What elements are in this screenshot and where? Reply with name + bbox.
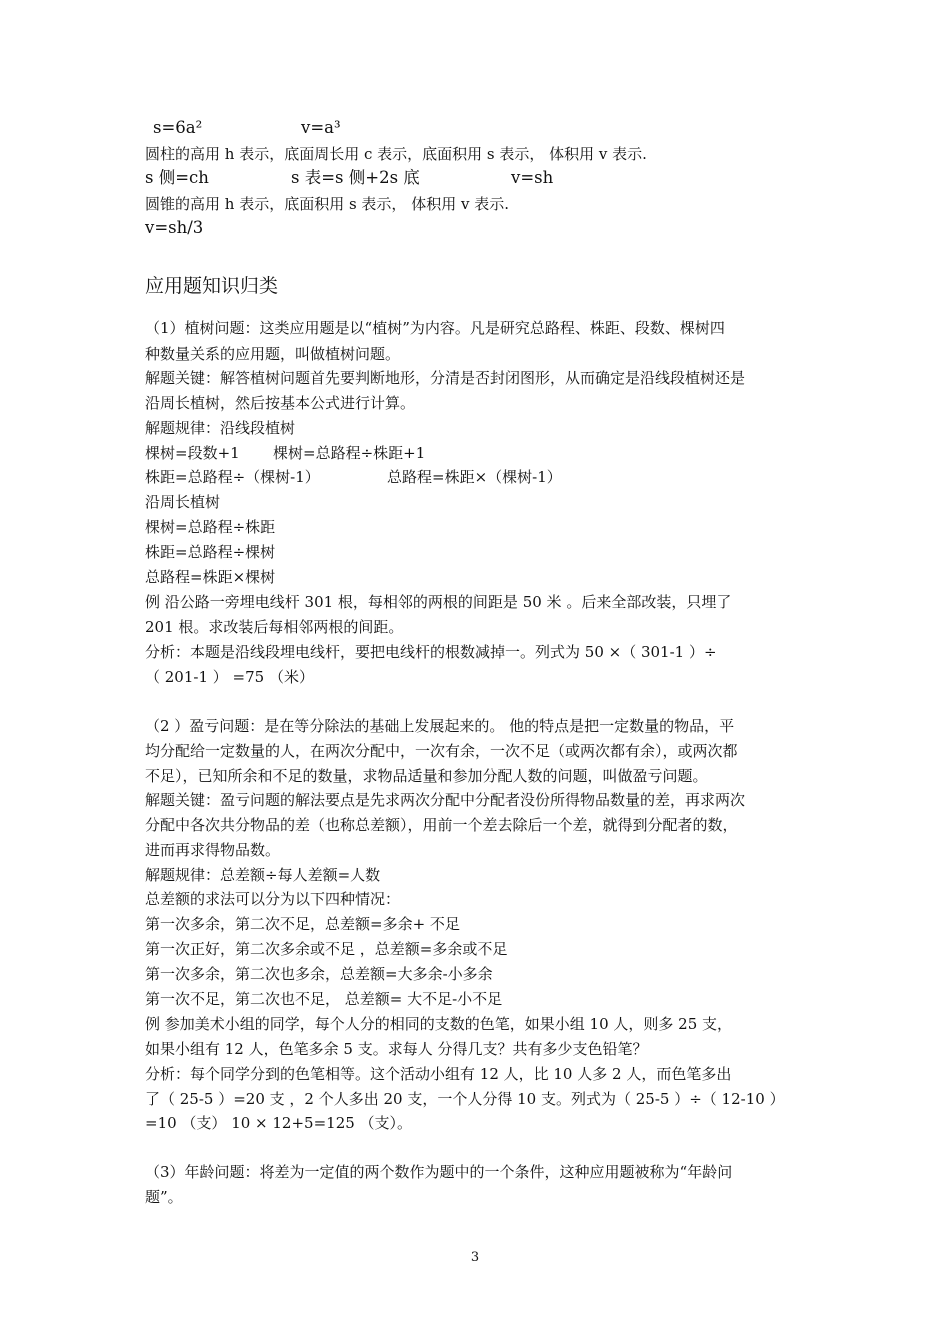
tree-intro-line-2: 种数量关系的应用题，叫做植树问题。 [145,345,401,363]
surplus-rule: 解题规律：总差额÷每人差额=人数 [145,866,381,884]
cylinder-volume-formula: v=sh [511,168,554,187]
page-number: 3 [470,1250,480,1265]
tree-example-line-1: 例 沿公路一旁埋电线杆 301 根，每相邻的两根的间距是 50 米 。后来全部改装，只埋了 [145,593,732,611]
tree-formula-2b: 总路程=株距×（棵树-1） [387,468,562,486]
surplus-example-line-1: 例 参加美术小组的同学，每个人分的相同的支数的色笔，如果小组 10 人，则多 25 支， [145,1015,733,1033]
tree-formula-2a: 株距=总路程÷（棵树-1） [145,468,320,486]
surplus-analysis-line-1: 分析：每个同学分到的色笔相等。这个活动小组有 12 人，比 10 人多 2 人，而色笔多出 [145,1065,732,1083]
age-intro-line-1: （3）年龄问题：将差为一定值的两个数作为题中的一个条件，这种应用题被称为“年龄问 [145,1163,733,1181]
cube-surface-formula: s=6a² [153,118,203,137]
tree-key-line-2: 沿周长植树，然后按基本公式进行计算。 [145,394,416,412]
surplus-case-2: 第一次正好，第二次多余或不足 ，总差额=多余或不足 [145,940,508,958]
cone-volume-formula: v=sh/3 [145,218,204,237]
tree-example-line-2: 201 根。求改装后每相邻两根的间距。 [145,618,404,636]
surplus-key-line-2: 分配中各次共分物品的差（也称总差额），用前一个差去除后一个差，就得到分配者的数， [145,816,738,834]
surplus-cases-heading: 总差额的求法可以分为以下四种情况： [145,890,401,908]
cylinder-side-formula: s 侧=ch [145,168,209,187]
tree-rule: 解题规律：沿线段植树 [145,419,296,437]
surplus-analysis-line-2: 了（ 25-5 ）=20 支 ，2 个人多出 20 支，一个人分得 10 支。列式为（ 25-5 ）÷（ 12-10 ） [145,1090,785,1108]
tree-formula-1a: 棵树=段数+1 [145,444,240,462]
cylinder-description: 圆柱的高用 h 表示，底面周长用 c 表示，底面积用 s 表示， 体积用 v 表示. [145,145,647,163]
surplus-case-1: 第一次多余，第二次不足，总差额=多余+ 不足 [145,915,460,933]
tree-formula-4: 株距=总路程÷棵树 [145,543,276,561]
surplus-case-4: 第一次不足，第二次也不足， 总差额= 大不足-小不足 [145,990,503,1008]
surplus-key-line-3: 进而再求得物品数。 [145,841,281,859]
age-intro-line-2: 题”。 [145,1188,183,1206]
tree-intro-line-1: （1）植树问题：这类应用题是以“植树”为内容。凡是研究总路程、株距、段数、棵树四 [145,319,725,337]
section-title: 应用题知识归类 [145,275,279,297]
tree-key-line-1: 解题关键：解答植树问题首先要判断地形，分清是否封闭图形，从而确定是沿线段植树还是 [145,369,746,387]
cube-volume-formula: v=a³ [301,118,341,137]
tree-formula-1b: 棵树=总路程÷株距+1 [273,444,426,462]
surplus-analysis-line-3: =10 （支） 10 × 12+5=125 （支）。 [145,1114,413,1132]
tree-analysis-line-1: 分析：本题是沿线段埋电线杆，要把电线杆的根数减掉一。列式为 50 ×（ 301-1 ）÷ [145,643,717,661]
tree-formula-5: 总路程=株距×棵树 [145,568,276,586]
cone-description: 圆锥的高用 h 表示，底面积用 s 表示， 体积用 v 表示. [145,195,509,213]
tree-analysis-line-2: （ 201-1 ） =75 （米） [145,668,314,686]
cylinder-surface-formula: s 表=s 侧+2s 底 [291,168,420,187]
surplus-key-line-1: 解题关键：盈亏问题的解法要点是先求两次分配中分配者没份所得物品数量的差，再求两次 [145,791,746,809]
tree-formula-3: 棵树=总路程÷株距 [145,518,276,536]
surplus-example-line-2: 如果小组有 12 人，色笔多余 5 支。求每人 分得几支？共有多少支色铅笔？ [145,1040,648,1058]
surplus-intro-line-3: 不足），已知所余和不足的数量，求物品适量和参加分配人数的问题，叫做盈亏问题。 [145,767,708,785]
surplus-intro-line-2: 均分配给一定数量的人，在两次分配中，一次有余，一次不足（或两次都有余），或两次都 [145,742,738,760]
surplus-intro-line-1: （2 ）盈亏问题：是在等分除法的基础上发展起来的。 他的特点是把一定数量的物品，平 [145,717,735,735]
surplus-case-3: 第一次多余，第二次也多余，总差额=大多余-小多余 [145,965,493,983]
tree-loop-heading: 沿周长植树 [145,493,221,511]
